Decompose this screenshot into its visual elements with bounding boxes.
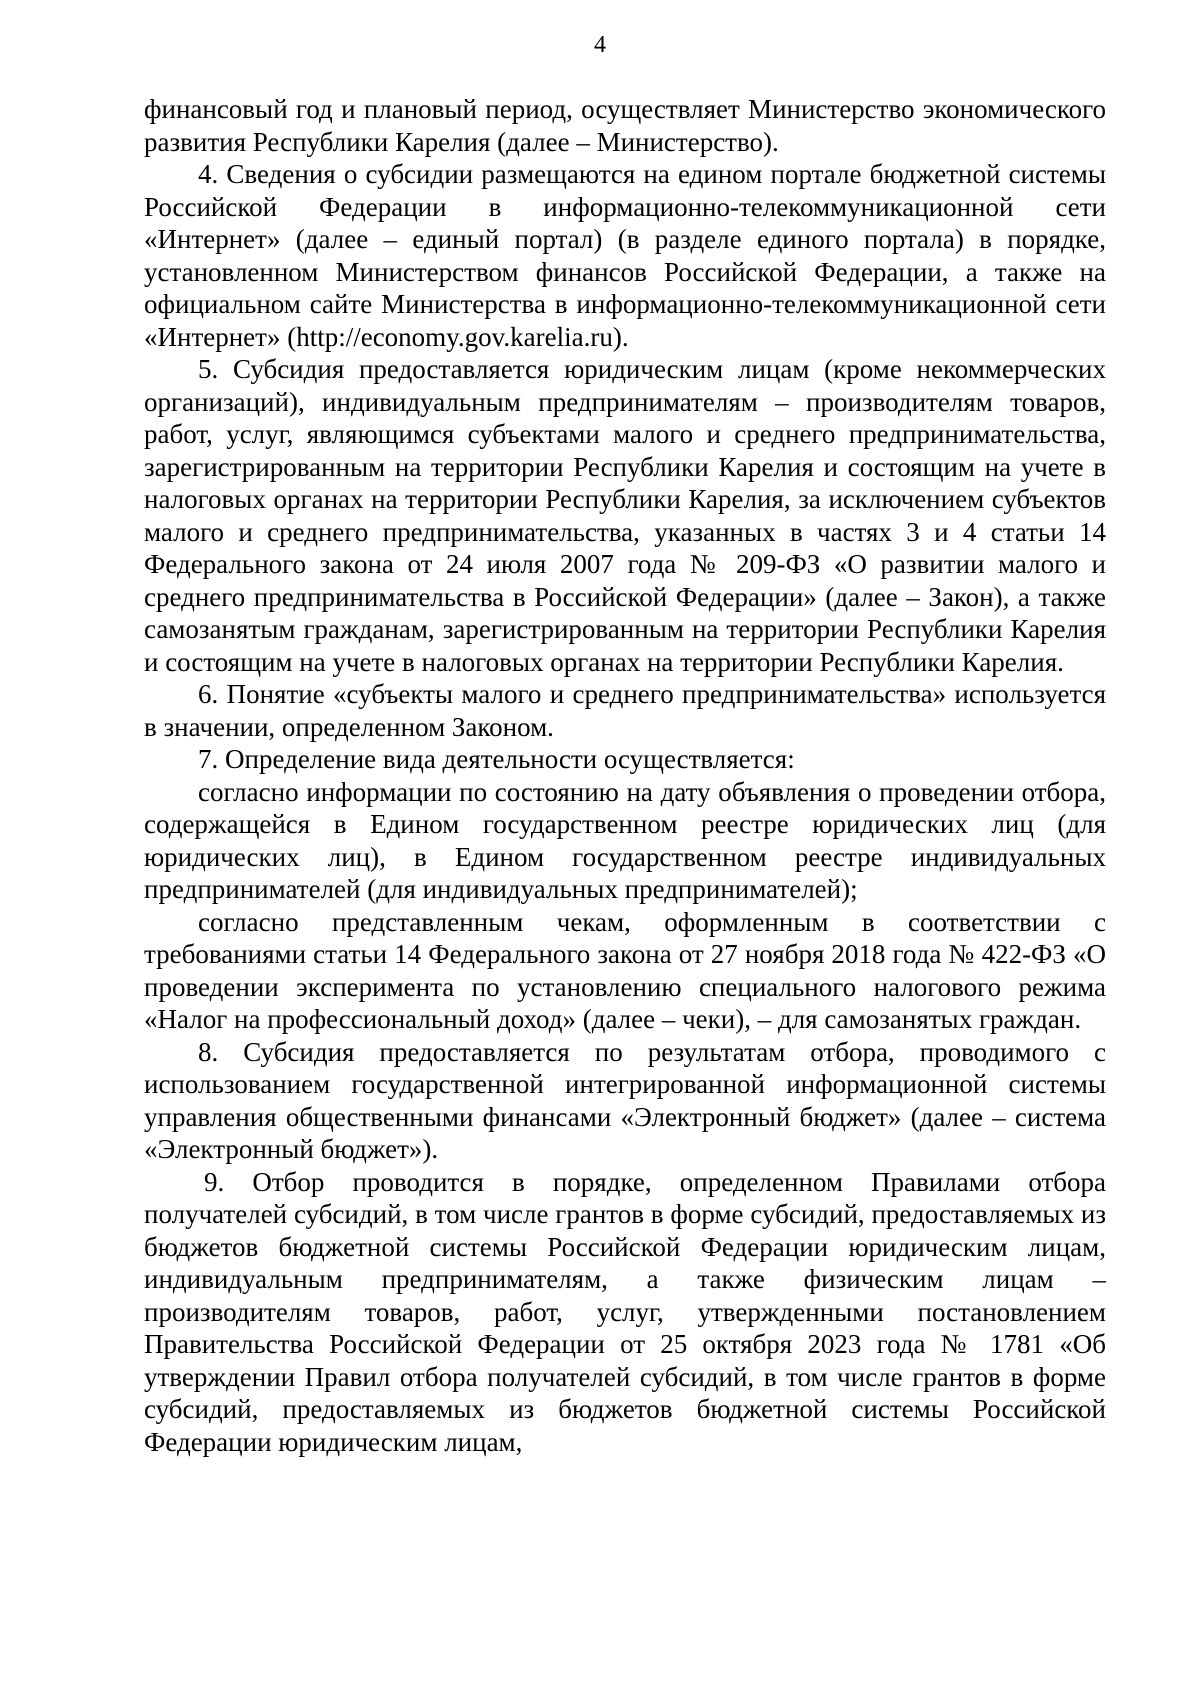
paragraph-7: 7. Определение вида деятельности осуществляется:: [198, 744, 795, 774]
paragraph-7-item-1: согласно информации по состоянию на дату объявления о проведении отбора, содержащейся в Едином государственном реестре юридических лиц (для юридических лиц), в Едином государственном реестре индивидуальных предпринимателей (для индивидуальных предпринимателей);: [144, 776, 1106, 904]
document-body: [144, 93, 1106, 1458]
paragraph-6: 6. Понятие «субъекты малого и среднего предпринимательства» используется в значении, определенном Законом.: [144, 679, 1106, 742]
paragraph-8: 8. Субсидия предоставляется по результатам отбора, проводимого с использованием государственной интегрированной информационной системы управления общественными финансами «Электронный бюджет» (далее – система «Электронный бюджет»).: [144, 1036, 1106, 1164]
paragraph-4: 4. Сведения о субсидии размещаются на едином портале бюджетной системы Российской Федерации в информационно-телекоммуникационной сети «Интернет» (далее – единый портал) (в разделе единого портала) в порядке, установленном Министерством финансов Российской Федерации, а также на официальном сайте Министерства в информационно-телекоммуникационной сети «Интернет» (http://economy.gov.karelia.ru).: [144, 159, 1106, 352]
paragraph-9: 9. Отбор проводится в порядке, определенном Правилами отбора получателей субсидий, в том числе грантов в форме субсидий, предоставляемых из бюджетов бюджетной системы Российской Федерации юридическим лицам, индивидуальным предпринимателям, а также физическим лицам – производителям товаров, работ, услуг, утвержденными постановлением Правительства Российской Федерации от 25 октября 2023 года № 1781 «Об утверждении Правил отбора получателей субсидий, в том числе грантов в форме субсидий, предоставляемых из бюджетов бюджетной системы Российской Федерации юридическим лицам,: [144, 1166, 1106, 1457]
paragraph-5: 5. Субсидия предоставляется юридическим лицам (кроме некоммерческих организаций), индивидуальным предпринимателям – производителям товаров, работ, услуг, являющимся субъектами малого и среднего предпринимательства, зарегистрированным на территории Республики Карелия и состоящим на учете в налоговых органах на территории Республики Карелия, за исключением субъектов малого и среднего предпринимательства, указанных в частях 3 и 4 статьи 14 Федерального закона от 24 июля 2007 года № 209-ФЗ «О развитии малого и среднего предпринимательства в Российской Федерации» (далее – Закон), а также самозанятым гражданам, зарегистрированным на территории Республики Карелия и состоящим на учете в налоговых органах на территории Республики Карелия.: [144, 354, 1106, 677]
paragraph-7-item-2: согласно представленным чекам, оформленным в соответствии с требованиями статьи 14 Федерального закона от 27 ноября 2018 года № 422-ФЗ «О проведении эксперимента по установлению специального налогового режима «Налог на профессиональный доход» (далее – чеки), – для самозанятых граждан.: [144, 906, 1106, 1034]
paragraph-continuation: финансовый год и плановый период, осуществляет Министерство экономического развития Республики Карелия (далее – Министерство).: [144, 94, 1106, 157]
page-number: 4: [594, 32, 606, 58]
